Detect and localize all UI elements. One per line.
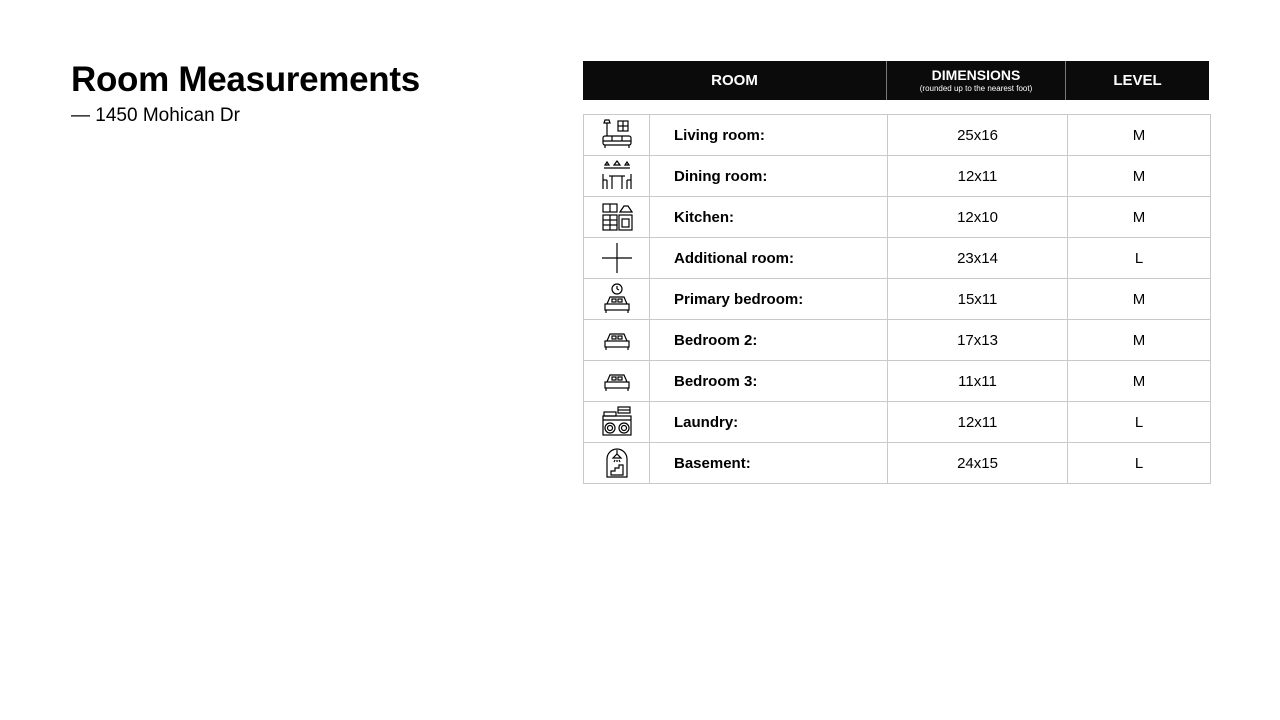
table-header <box>583 61 1209 100</box>
table-row <box>584 238 1211 279</box>
header-room: ROOM <box>583 61 887 100</box>
room-level: L <box>1068 443 1211 484</box>
room-name: Bedroom 2: <box>650 320 888 361</box>
header-dimensions-note: (rounded up to the nearest foot) <box>919 83 1033 93</box>
room-level: M <box>1068 156 1211 197</box>
table-row <box>584 197 1211 238</box>
room-dimensions: 15x11 <box>888 279 1068 320</box>
header-dimensions-label: DIMENSIONS <box>931 66 1021 83</box>
room-dimensions: 12x11 <box>888 402 1068 443</box>
living-room-icon <box>601 119 633 151</box>
laundry-icon <box>601 406 633 438</box>
plus-icon <box>601 242 633 274</box>
dining-room-icon <box>601 160 633 192</box>
room-name: Basement: <box>650 443 888 484</box>
room-dimensions: 12x11 <box>888 156 1068 197</box>
room-level: M <box>1068 361 1211 402</box>
header-level: LEVEL <box>1113 72 1162 89</box>
room-name: Dining room: <box>650 156 888 197</box>
room-dimensions: 23x14 <box>888 238 1068 279</box>
room-dimensions: 25x16 <box>888 115 1068 156</box>
header-dimensions <box>887 61 1066 100</box>
room-measurements-table <box>583 114 1211 484</box>
room-level: M <box>1068 115 1211 156</box>
room-name: Kitchen: <box>650 197 888 238</box>
table-row <box>584 402 1211 443</box>
table-row <box>584 443 1211 484</box>
room-name: Additional room: <box>650 238 888 279</box>
room-level: L <box>1068 238 1211 279</box>
kitchen-icon <box>601 201 633 233</box>
room-level: M <box>1068 320 1211 361</box>
bed-icon <box>601 365 633 397</box>
table-row <box>584 279 1211 320</box>
bed-icon <box>601 324 633 356</box>
room-dimensions: 11x11 <box>888 361 1068 402</box>
table-row <box>584 361 1211 402</box>
address-subtitle: — 1450 Mohican Dr <box>71 105 240 126</box>
room-level: L <box>1068 402 1211 443</box>
room-name: Living room: <box>650 115 888 156</box>
primary-bedroom-icon <box>601 283 633 315</box>
room-dimensions: 24x15 <box>888 443 1068 484</box>
room-name: Primary bedroom: <box>650 279 888 320</box>
room-dimensions: 17x13 <box>888 320 1068 361</box>
table-row <box>584 320 1211 361</box>
basement-icon <box>601 447 633 479</box>
table-row <box>584 156 1211 197</box>
room-level: M <box>1068 197 1211 238</box>
table-row <box>584 115 1211 156</box>
room-name: Laundry: <box>650 402 888 443</box>
room-dimensions: 12x10 <box>888 197 1068 238</box>
page-title: Room Measurements <box>71 60 420 99</box>
room-level: M <box>1068 279 1211 320</box>
room-name: Bedroom 3: <box>650 361 888 402</box>
